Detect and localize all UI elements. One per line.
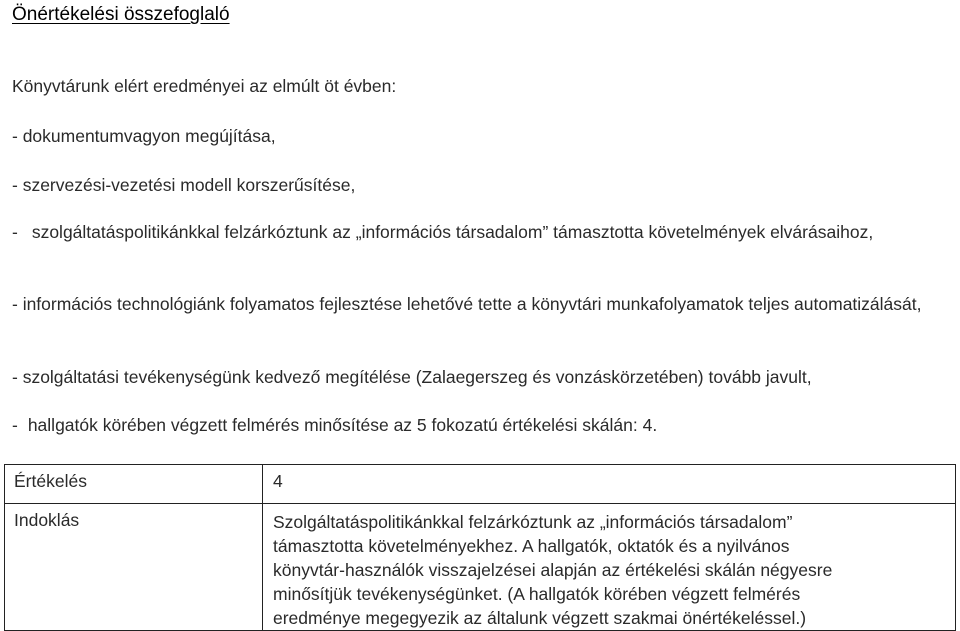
table-row <box>5 504 956 631</box>
list-item-szervezesi: - szervezési-vezetési modell korszerűsítése, <box>12 175 356 195</box>
list-item-szolgaltataspolitika <box>12 220 944 244</box>
reason-line: támasztotta követelményekhez. A hallgatók, oktatók és a nyilvános <box>273 536 790 556</box>
list-dash: - <box>12 222 18 242</box>
table-row <box>5 465 956 504</box>
reason-line: Szolgáltatáspolitikánkkal felzárkóztunk az „információs társadalom” <box>273 512 793 532</box>
evaluation-table <box>4 464 956 631</box>
rating-label: Értékelés <box>5 465 263 504</box>
list-item-text: szolgáltatáspolitikánkkal felzárkóztunk az „információs társadalom” támasztotta követelmények elvárásaihoz, <box>31 222 874 242</box>
list-dash: - <box>12 415 18 435</box>
list-item-text: hallgatók körében végzett felmérés minősítése az 5 fokozatú értékelési skálán: 4. <box>27 415 658 435</box>
page-title: Önértékelési összefoglaló <box>12 4 230 25</box>
reason-line: eredménye megegyezik az általunk végzett szakmai önértékeléssel.) <box>273 608 807 628</box>
reason-line: minősítjük tevékenységünket. (A hallgatók körében végzett felmérés <box>273 584 801 604</box>
list-item-technologia: - információs technológiánk folyamatos fejlesztése lehetővé tette a könyvtári munkafolyamatok teljes automatizálását, <box>12 294 922 314</box>
list-item-hallgatok <box>12 413 944 437</box>
intro-text: Könyvtárunk elért eredményei az elmúlt öt évben: <box>12 76 397 96</box>
reason-line: könyvtár-használók visszajelzései alapján az értékelési skálán négyesre <box>273 560 833 580</box>
rating-value: 4 <box>263 465 956 504</box>
list-item-megiteles: - szolgáltatási tevékenységünk kedvező megítélése (Zalaegerszeg és vonzáskörzetében) tovább javult, <box>12 367 812 387</box>
reason-label: Indoklás <box>5 504 263 631</box>
list-item-dokumentumvagyon: - dokumentumvagyon megújítása, <box>12 126 276 146</box>
reason-cell <box>263 504 956 631</box>
